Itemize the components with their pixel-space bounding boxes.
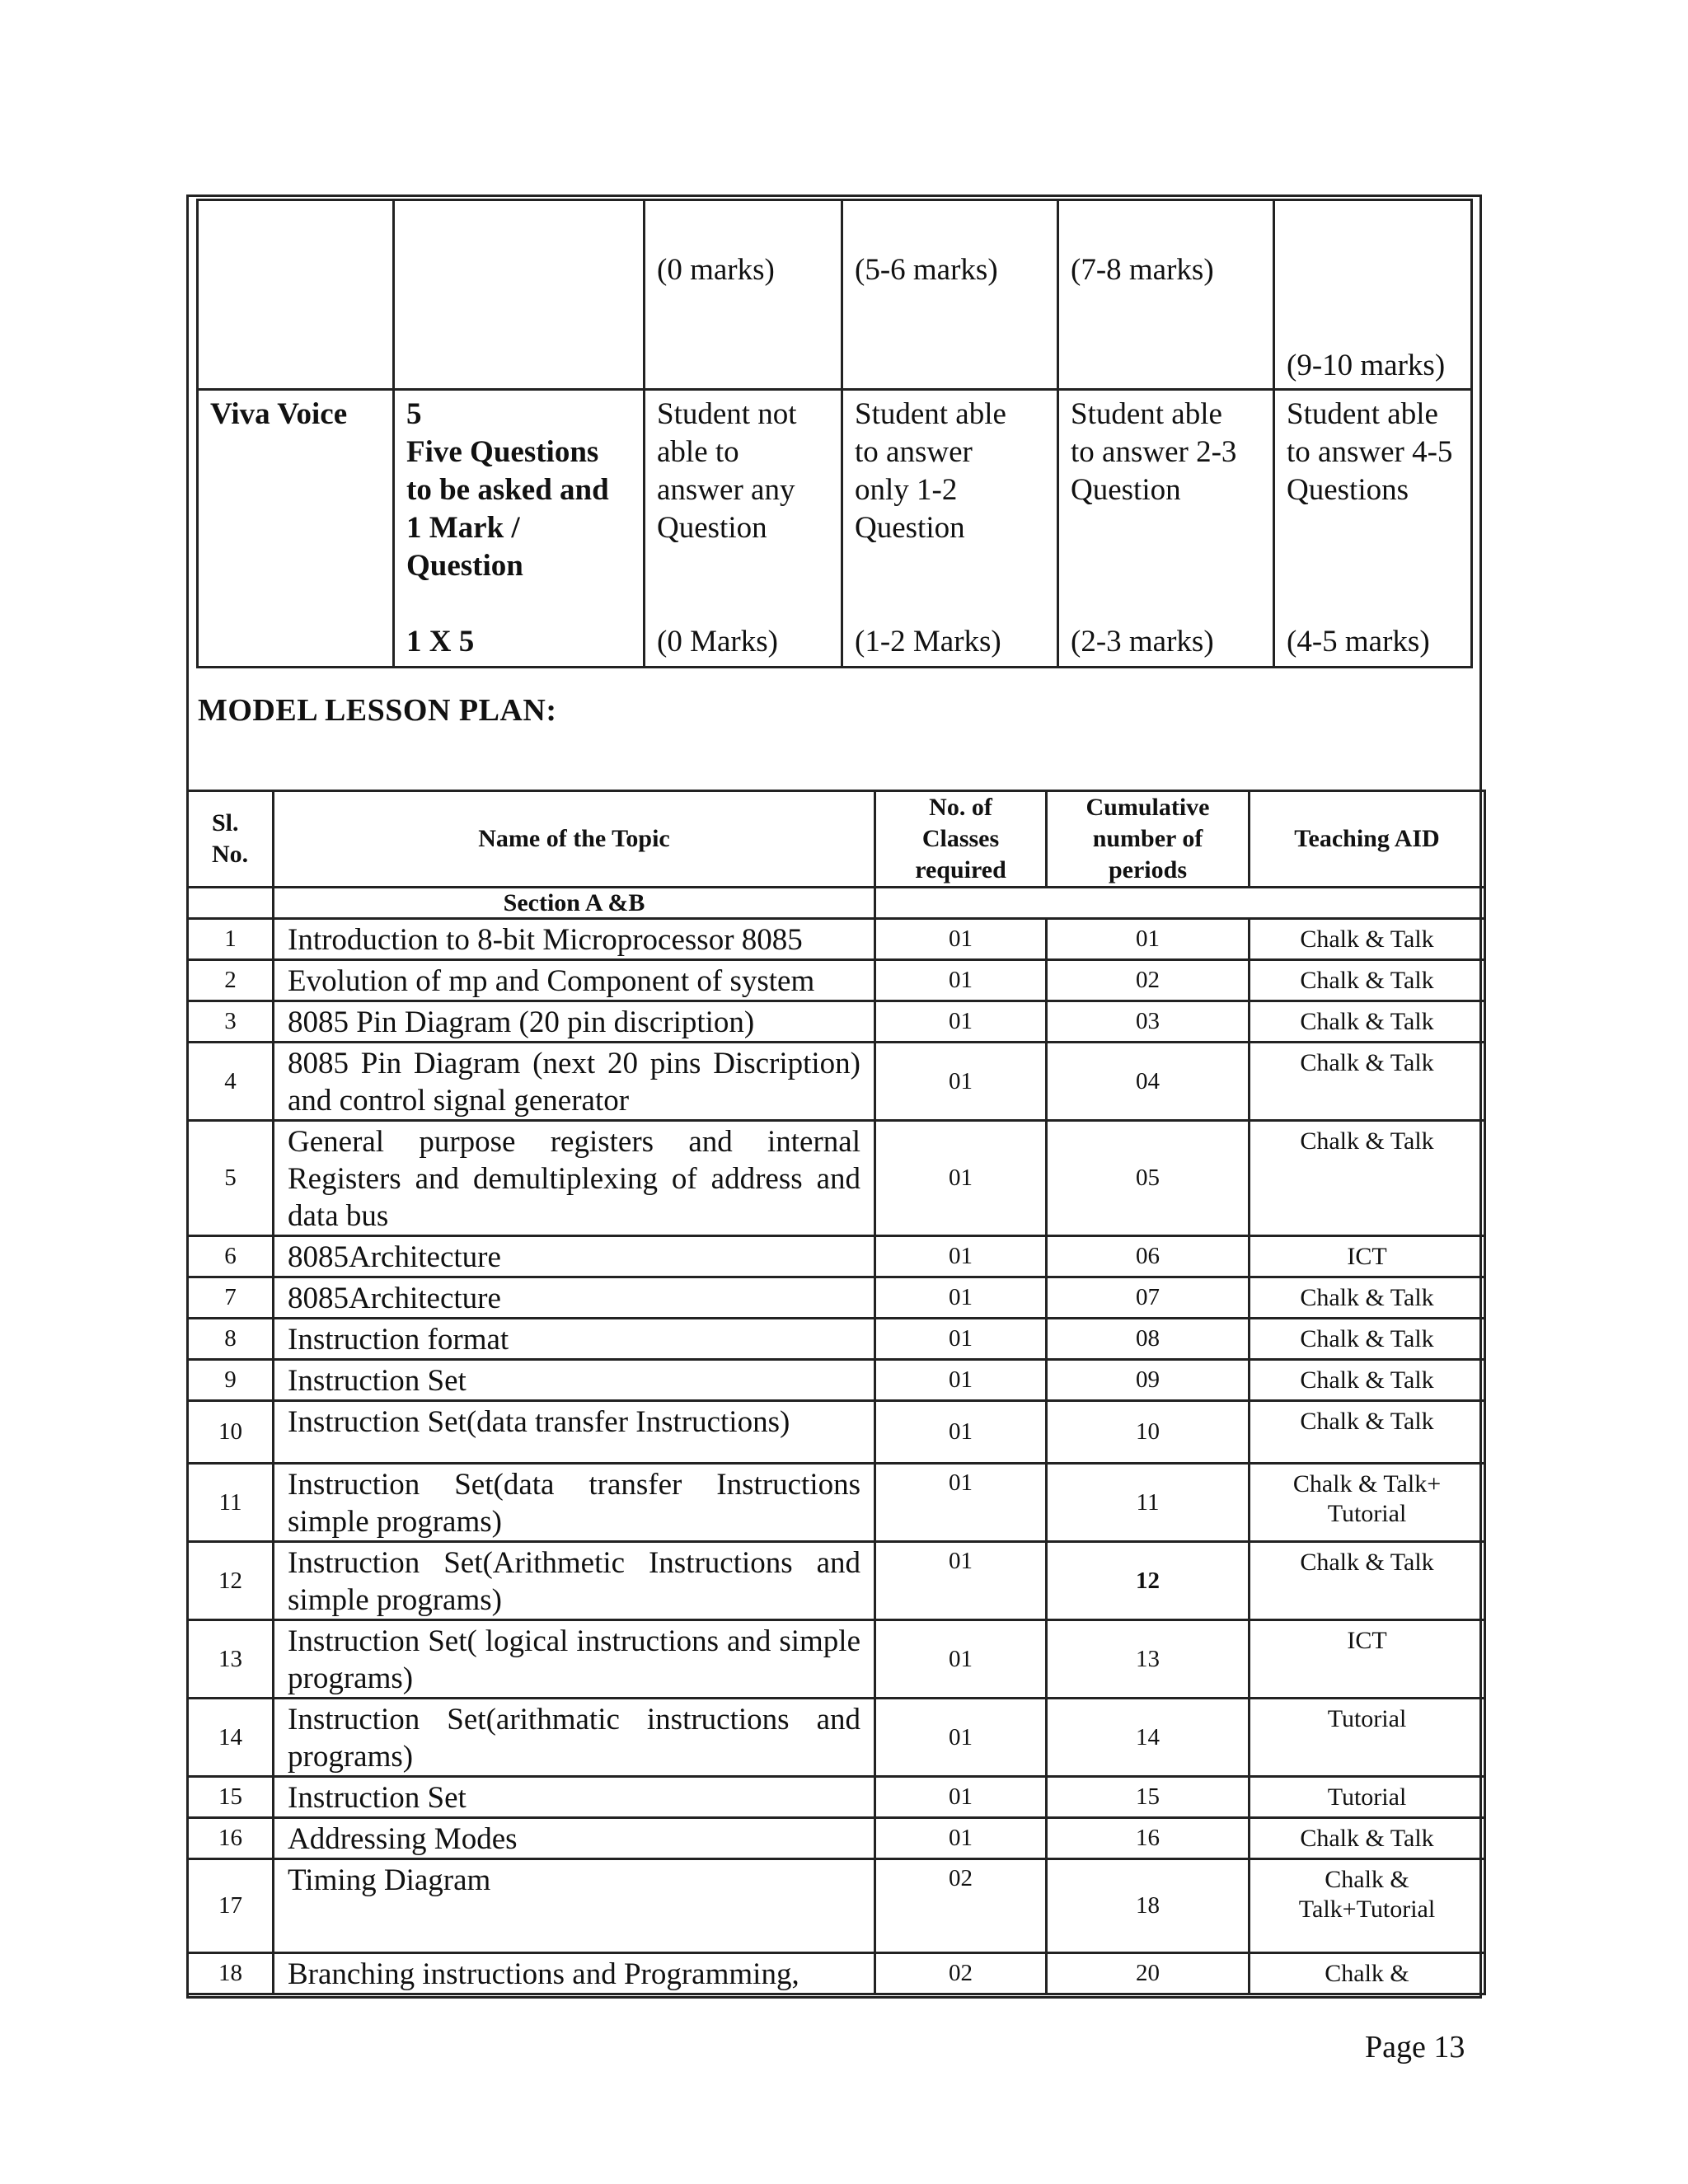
header-teaching-aid: Teaching AID — [1250, 791, 1485, 888]
table-row — [188, 1001, 1485, 1043]
classes-cell: 02 — [875, 1859, 1047, 1953]
rubric-level-footer: (0 Marks) — [657, 625, 778, 658]
topic-cell: Instruction Set — [274, 1777, 875, 1818]
teaching-aid-cell: Tutorial — [1250, 1777, 1485, 1818]
classes-cell: 01 — [875, 1620, 1047, 1699]
topic-cell: 8085 Pin Diagram (20 pin discription) — [274, 1001, 875, 1043]
cumulative-cell: 13 — [1047, 1620, 1250, 1699]
teaching-aid-cell: Chalk & Talk — [1250, 1001, 1485, 1043]
cumulative-cell: 20 — [1047, 1953, 1250, 1994]
table-row — [188, 1319, 1485, 1360]
lesson-plan-table — [186, 790, 1486, 1995]
cumulative-cell: 18 — [1047, 1859, 1250, 1953]
rubric-level-1 — [645, 390, 842, 668]
table-row — [188, 1464, 1485, 1542]
teaching-aid-cell: Chalk & Talk — [1250, 1121, 1485, 1236]
topic-cell: Instruction Set( logical instructions and simple programs) — [274, 1620, 875, 1699]
sl-no-cell: 2 — [188, 960, 274, 1001]
teaching-aid-cell: Chalk & Talk — [1250, 919, 1485, 960]
sl-no-cell: 16 — [188, 1818, 274, 1859]
rubric-marks-line: Question — [406, 549, 523, 583]
lesson-plan-header-row — [188, 791, 1485, 888]
rubric-level-line: able to — [657, 435, 739, 469]
table-row — [188, 1859, 1485, 1953]
sl-no-cell: 17 — [188, 1859, 274, 1953]
cumulative-cell: 02 — [1047, 960, 1250, 1001]
rubric-level-footer: (2-3 marks) — [1071, 625, 1214, 658]
teaching-aid-cell: Chalk & Talk — [1250, 1319, 1485, 1360]
topic-cell: Instruction Set(data transfer Instructions simple programs) — [274, 1464, 875, 1542]
cumulative-cell: 16 — [1047, 1818, 1250, 1859]
table-row — [188, 1777, 1485, 1818]
rubric-level-line: Student not — [657, 397, 797, 431]
teaching-aid-cell: ICT — [1250, 1236, 1485, 1277]
table-row — [188, 1360, 1485, 1401]
rubric-header-level-1: (0 marks) — [645, 200, 842, 390]
sl-no-cell: 7 — [188, 1277, 274, 1319]
topic-cell: Instruction Set — [274, 1360, 875, 1401]
rubric-viva-row — [198, 390, 1472, 668]
table-row — [188, 1620, 1485, 1699]
rubric-header-row — [198, 200, 1472, 390]
teaching-aid-cell: Chalk & Talk+Tutorial — [1250, 1859, 1485, 1953]
teaching-aid-cell: Chalk & Talk+ Tutorial — [1250, 1464, 1485, 1542]
topic-cell: Instruction Set(arithmatic instructions and programs) — [274, 1699, 875, 1777]
topic-cell: Evolution of mp and Component of system — [274, 960, 875, 1001]
classes-cell: 01 — [875, 1319, 1047, 1360]
classes-cell: 01 — [875, 1043, 1047, 1121]
section-sl-cell — [188, 888, 274, 919]
classes-cell: 01 — [875, 1699, 1047, 1777]
cumulative-cell: 04 — [1047, 1043, 1250, 1121]
sl-no-cell: 3 — [188, 1001, 274, 1043]
cumulative-cell: 06 — [1047, 1236, 1250, 1277]
rubric-marks-footer: 1 X 5 — [406, 625, 475, 658]
rubric-level-line: to answer 4-5 — [1287, 435, 1453, 469]
rubric-table — [196, 199, 1473, 668]
rubric-level-footer: (4-5 marks) — [1287, 625, 1430, 658]
cumulative-cell: 10 — [1047, 1401, 1250, 1464]
cumulative-cell: 01 — [1047, 919, 1250, 960]
sl-no-cell: 8 — [188, 1319, 274, 1360]
rubric-criterion: Viva Voice — [198, 390, 394, 668]
topic-cell: 8085Architecture — [274, 1236, 875, 1277]
rubric-level-footer: (1-2 Marks) — [855, 625, 1001, 658]
teaching-aid-cell: Chalk & Talk — [1250, 1043, 1485, 1121]
sl-no-cell: 5 — [188, 1121, 274, 1236]
lesson-plan-title: MODEL LESSON PLAN: — [198, 693, 557, 728]
rubric-marks-line: 1 Mark / — [406, 511, 520, 545]
classes-cell: 01 — [875, 1236, 1047, 1277]
sl-no-cell: 18 — [188, 1953, 274, 1994]
rubric-level-line: Question — [855, 511, 965, 545]
rubric-marks — [394, 390, 645, 668]
teaching-aid-cell: Chalk & Talk — [1250, 1360, 1485, 1401]
topic-cell: Addressing Modes — [274, 1818, 875, 1859]
sl-no-cell: 10 — [188, 1401, 274, 1464]
rubric-level-line: to answer 2-3 — [1071, 435, 1237, 469]
classes-cell: 01 — [875, 1277, 1047, 1319]
sl-no-cell: 14 — [188, 1699, 274, 1777]
classes-cell: 01 — [875, 1818, 1047, 1859]
classes-cell: 01 — [875, 1464, 1047, 1542]
cumulative-cell: 08 — [1047, 1319, 1250, 1360]
rubric-header-level-3: (7-8 marks) — [1058, 200, 1274, 390]
teaching-aid-cell: Chalk & Talk — [1250, 1277, 1485, 1319]
table-row — [188, 1699, 1485, 1777]
classes-cell: 01 — [875, 1360, 1047, 1401]
classes-cell: 01 — [875, 919, 1047, 960]
teaching-aid-cell: ICT — [1250, 1620, 1485, 1699]
cumulative-cell: 09 — [1047, 1360, 1250, 1401]
classes-cell: 01 — [875, 1401, 1047, 1464]
teaching-aid-cell: Tutorial — [1250, 1699, 1485, 1777]
cumulative-cell: 07 — [1047, 1277, 1250, 1319]
cumulative-cell: 03 — [1047, 1001, 1250, 1043]
teaching-aid-cell: Chalk & Talk — [1250, 1401, 1485, 1464]
classes-cell: 01 — [875, 1777, 1047, 1818]
table-row — [188, 1277, 1485, 1319]
topic-cell: Instruction format — [274, 1319, 875, 1360]
sl-no-cell: 1 — [188, 919, 274, 960]
table-row — [188, 1953, 1485, 1994]
topic-cell: Branching instructions and Programming, — [274, 1953, 875, 1994]
section-label: Section A &B — [274, 888, 875, 919]
rubric-level-line: Student able — [855, 397, 1006, 431]
teaching-aid-cell: Chalk & Talk — [1250, 960, 1485, 1001]
table-row — [188, 1236, 1485, 1277]
rubric-level-3 — [1058, 390, 1274, 668]
cumulative-cell: 12 — [1047, 1542, 1250, 1620]
sl-no-cell: 13 — [188, 1620, 274, 1699]
rubric-level-line: only 1-2 — [855, 473, 958, 507]
rubric-level-2 — [842, 390, 1058, 668]
classes-cell: 02 — [875, 1953, 1047, 1994]
rubric-level-line: to answer — [855, 435, 973, 469]
table-row — [188, 1818, 1485, 1859]
sl-no-cell: 15 — [188, 1777, 274, 1818]
rubric-header-criterion-cell — [198, 200, 394, 390]
rubric-marks-line: Five Questions — [406, 435, 599, 469]
table-row — [188, 1043, 1485, 1121]
sl-no-cell: 11 — [188, 1464, 274, 1542]
rubric-level-line: Student able — [1071, 397, 1222, 431]
page-number: Page 13 — [1365, 2030, 1465, 2064]
classes-cell: 01 — [875, 1542, 1047, 1620]
sl-no-cell: 4 — [188, 1043, 274, 1121]
rubric-marks-line: to be asked and — [406, 473, 609, 507]
topic-cell: Instruction Set(data transfer Instructions) — [274, 1401, 875, 1464]
rubric-marks-line: 5 — [406, 397, 422, 431]
header-cumulative: Cumulative number of periods — [1047, 791, 1250, 888]
topic-cell: Instruction Set(Arithmetic Instructions and simple programs) — [274, 1542, 875, 1620]
cumulative-cell: 14 — [1047, 1699, 1250, 1777]
section-empty-cell — [875, 888, 1485, 919]
rubric-level-line: answer any — [657, 473, 795, 507]
topic-cell: General purpose registers and internal Registers and demultiplexing of address and data bus — [274, 1121, 875, 1236]
rubric-level-line: Question — [1071, 473, 1181, 507]
table-row — [188, 919, 1485, 960]
classes-cell: 01 — [875, 1001, 1047, 1043]
teaching-aid-cell: Chalk & Talk — [1250, 1818, 1485, 1859]
teaching-aid-cell: Chalk & — [1250, 1953, 1485, 1994]
classes-cell: 01 — [875, 960, 1047, 1001]
cumulative-cell: 05 — [1047, 1121, 1250, 1236]
teaching-aid-cell: Chalk & Talk — [1250, 1542, 1485, 1620]
header-topic: Name of the Topic — [274, 791, 875, 888]
header-classes: No. of Classes required — [875, 791, 1047, 888]
table-row — [188, 1542, 1485, 1620]
rubric-level-line: Student able — [1287, 397, 1438, 431]
topic-cell: 8085 Pin Diagram (next 20 pins Discription) and control signal generator — [274, 1043, 875, 1121]
sl-no-cell: 12 — [188, 1542, 274, 1620]
table-row — [188, 1121, 1485, 1236]
topic-cell: Timing Diagram — [274, 1859, 875, 1953]
rubric-header-marks-cell — [394, 200, 645, 390]
cumulative-cell: 15 — [1047, 1777, 1250, 1818]
sl-no-cell: 9 — [188, 1360, 274, 1401]
header-sl-no: Sl. No. — [188, 791, 274, 888]
cumulative-cell: 11 — [1047, 1464, 1250, 1542]
rubric-level-line: Question — [657, 511, 767, 545]
table-row — [188, 1401, 1485, 1464]
rubric-header-level-4: (9-10 marks) — [1274, 200, 1472, 390]
section-row — [188, 888, 1485, 919]
sl-no-cell: 6 — [188, 1236, 274, 1277]
topic-cell: 8085Architecture — [274, 1277, 875, 1319]
rubric-level-line: Questions — [1287, 473, 1409, 507]
table-row — [188, 960, 1485, 1001]
rubric-level-4 — [1274, 390, 1472, 668]
topic-cell: Introduction to 8-bit Microprocessor 8085 — [274, 919, 875, 960]
rubric-header-level-2: (5-6 marks) — [842, 200, 1058, 390]
classes-cell: 01 — [875, 1121, 1047, 1236]
